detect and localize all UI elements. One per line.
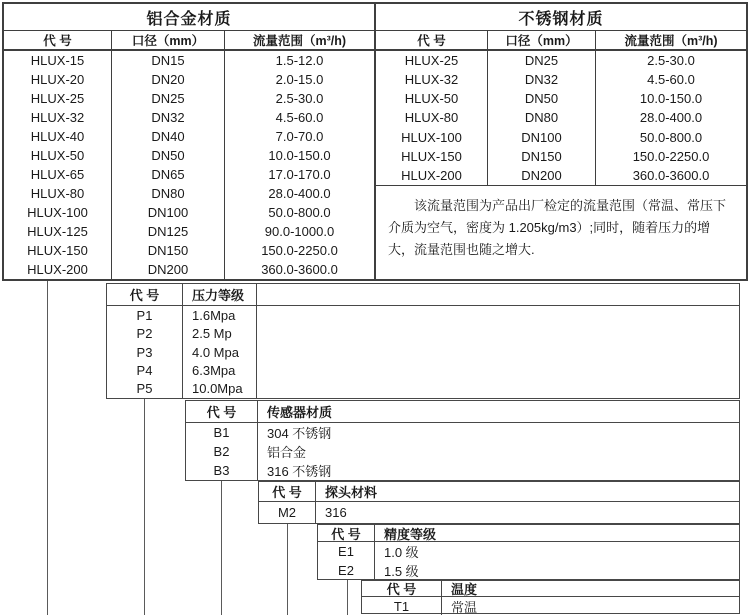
option-row [318, 561, 739, 580]
option-value: 1.5 级 [384, 564, 419, 579]
table-row [376, 128, 746, 147]
range-cell: 360.0-3600.0 [261, 262, 338, 277]
option-value: 316 不锈钢 [267, 464, 332, 479]
table-row [4, 184, 374, 203]
temperature-table [361, 580, 740, 614]
table-row [4, 89, 374, 108]
code-cell: HLUX-50 [376, 89, 488, 108]
code-column-header: 代 号 [259, 482, 316, 501]
option-value: 6.3Mpa [183, 361, 257, 379]
option-code: B3 [186, 461, 258, 480]
table-row [4, 260, 374, 279]
code-column-header: 代 号 [376, 31, 488, 49]
probe-material-table [258, 481, 740, 524]
range-cell: 2.0-15.0 [275, 72, 324, 87]
probe-table-header [259, 482, 739, 502]
table-row [4, 222, 374, 241]
range-cell: 28.0-400.0 [639, 110, 703, 126]
connector-line-pressure [144, 399, 145, 615]
size-cell: DN15 [112, 51, 225, 70]
empty-cell [257, 361, 739, 379]
range-cell: 28.0-400.0 [268, 186, 331, 201]
code-cell: HLUX-100 [376, 128, 488, 147]
aluminum-rows [4, 51, 374, 279]
aluminum-group-title: 铝合金材质 [4, 4, 374, 31]
connector-line-sensor [221, 481, 222, 615]
code-column-header: 代 号 [318, 525, 375, 541]
table-row [4, 203, 374, 222]
table-row [376, 51, 746, 70]
option-value: 铝合金 [267, 445, 307, 460]
size-cell: DN200 [488, 166, 596, 185]
size-column-header: 口径（mm） [112, 31, 225, 49]
option-value: 316 [325, 505, 347, 520]
option-code: P4 [107, 361, 183, 379]
code-cell: HLUX-125 [4, 222, 112, 241]
sensor-material-table [185, 400, 740, 481]
size-cell: DN150 [112, 241, 225, 260]
table-row [376, 166, 746, 185]
option-value: 2.5 Mp [183, 324, 257, 342]
option-row [107, 306, 739, 324]
range-cell: 10.0-150.0 [639, 91, 703, 107]
code-cell: HLUX-15 [4, 51, 112, 70]
option-row [107, 380, 739, 398]
option-value: 304 不锈钢 [267, 426, 332, 441]
connector-line-accuracy [347, 580, 348, 615]
size-cell: DN100 [112, 203, 225, 222]
range-cell: 150.0-2250.0 [261, 243, 338, 258]
code-cell: HLUX-32 [4, 108, 112, 127]
table-row [376, 147, 746, 166]
pressure-rows [107, 306, 739, 398]
code-column-header: 代 号 [186, 401, 258, 422]
size-cell: DN40 [112, 127, 225, 146]
size-cell: DN50 [488, 89, 596, 108]
temperature-rows [362, 597, 739, 615]
option-code: B1 [186, 423, 258, 442]
option-row [186, 461, 739, 480]
option-row [186, 442, 739, 461]
table-row [376, 70, 746, 89]
size-cell: DN32 [488, 70, 596, 89]
option-value: 4.0 Mpa [183, 343, 257, 361]
code-column-header: 代 号 [362, 581, 442, 596]
label-column-header: 精度等级 [384, 526, 437, 542]
range-cell: 1.5-12.0 [275, 53, 324, 68]
aluminum-column-headers [4, 31, 374, 51]
option-row [318, 542, 739, 561]
option-code: E1 [318, 542, 375, 561]
option-code: P3 [107, 343, 183, 361]
option-value: 1.6Mpa [183, 306, 257, 324]
range-column-header: 流量范围（m³/h) [252, 34, 347, 48]
accuracy-rows [318, 542, 739, 580]
label-column-header: 探头材料 [325, 485, 378, 500]
temperature-table-header [362, 581, 739, 597]
code-cell: HLUX-25 [4, 89, 112, 108]
range-cell: 150.0-2250.0 [632, 148, 710, 164]
label-column-header: 温度 [451, 582, 478, 597]
range-cell: 90.0-1000.0 [264, 224, 335, 239]
size-cell: DN25 [488, 51, 596, 70]
table-row [4, 70, 374, 89]
sensor-rows [186, 423, 739, 480]
table-row [4, 165, 374, 184]
option-row [186, 423, 739, 442]
empty-cell [257, 324, 739, 342]
code-column-header: 代 号 [107, 284, 183, 305]
range-cell: 4.5-60.0 [275, 110, 324, 125]
table-row [4, 127, 374, 146]
size-cell: DN65 [112, 165, 225, 184]
option-row [107, 324, 739, 342]
flow-range-note: 该流量范围为产品出厂检定的流量范围（常温、常压下介质为空气，密度为 1.205kg/m3）;同时，随着压力的增大，流量范围也随之增大. [376, 185, 746, 279]
accuracy-grade-table [317, 524, 740, 580]
option-value: 常温 [451, 600, 478, 615]
code-cell: HLUX-150 [4, 241, 112, 260]
table-row [4, 146, 374, 165]
empty-cell [257, 284, 739, 305]
option-code: P2 [107, 324, 183, 342]
range-cell: 2.5-30.0 [647, 53, 695, 69]
empty-cell [257, 306, 739, 324]
sensor-table-header [186, 401, 739, 423]
code-cell: HLUX-200 [376, 166, 488, 185]
option-row [259, 502, 739, 523]
code-cell: HLUX-200 [4, 260, 112, 279]
stainless-column-headers [376, 31, 746, 51]
option-code: B2 [186, 442, 258, 461]
table-row [4, 241, 374, 260]
code-cell: HLUX-20 [4, 70, 112, 89]
range-cell: 50.0-800.0 [639, 129, 703, 145]
size-cell: DN20 [112, 70, 225, 89]
table-row [376, 108, 746, 127]
size-cell: DN80 [488, 108, 596, 127]
code-cell: HLUX-25 [376, 51, 488, 70]
spec-table [2, 2, 748, 281]
size-cell: DN200 [112, 260, 225, 279]
empty-cell [257, 380, 739, 398]
code-column-header: 代 号 [4, 31, 112, 49]
code-cell: HLUX-150 [376, 147, 488, 166]
code-cell: HLUX-32 [376, 70, 488, 89]
table-row [4, 108, 374, 127]
size-cell: DN150 [488, 147, 596, 166]
range-cell: 50.0-800.0 [268, 205, 331, 220]
size-cell: DN25 [112, 89, 225, 108]
label-column-header: 压力等级 [183, 284, 257, 305]
option-code: E2 [318, 561, 375, 580]
pressure-table-header [107, 284, 739, 306]
range-cell: 2.5-30.0 [275, 91, 324, 106]
code-cell: HLUX-40 [4, 127, 112, 146]
pressure-grade-table [106, 283, 740, 399]
size-cell: DN32 [112, 108, 225, 127]
accuracy-table-header [318, 525, 739, 542]
option-value: 10.0Mpa [183, 380, 257, 398]
table-row [4, 51, 374, 70]
option-code: T1 [362, 597, 442, 615]
stainless-rows [376, 51, 746, 185]
code-cell: HLUX-50 [4, 146, 112, 165]
range-cell: 10.0-150.0 [268, 148, 331, 163]
label-column-header: 传感器材质 [267, 405, 333, 420]
range-cell: 7.0-70.0 [275, 129, 324, 144]
code-cell: HLUX-80 [376, 108, 488, 127]
size-cell: DN125 [112, 222, 225, 241]
empty-cell [257, 343, 739, 361]
code-cell: HLUX-65 [4, 165, 112, 184]
range-column-header: 流量范围（m³/h) [624, 34, 718, 48]
option-row [362, 597, 739, 615]
option-value: 1.0 级 [384, 545, 419, 560]
size-column-header: 口径（mm） [488, 31, 596, 49]
option-code: M2 [259, 502, 316, 523]
code-cell: HLUX-80 [4, 184, 112, 203]
code-cell: HLUX-100 [4, 203, 112, 222]
size-cell: DN50 [112, 146, 225, 165]
range-cell: 360.0-3600.0 [632, 167, 710, 183]
table-row [376, 89, 746, 108]
option-code: P5 [107, 380, 183, 398]
connector-line-probe [287, 524, 288, 615]
aluminum-table [4, 4, 376, 279]
range-cell: 17.0-170.0 [268, 167, 331, 182]
range-cell: 4.5-60.0 [647, 72, 695, 88]
option-row [107, 343, 739, 361]
option-row [107, 361, 739, 379]
size-cell: DN100 [488, 128, 596, 147]
probe-rows [259, 502, 739, 523]
option-code: P1 [107, 306, 183, 324]
size-cell: DN80 [112, 184, 225, 203]
stainless-table [376, 4, 746, 279]
connector-line-model [47, 281, 48, 615]
stainless-group-title: 不锈钢材质 [376, 4, 746, 31]
